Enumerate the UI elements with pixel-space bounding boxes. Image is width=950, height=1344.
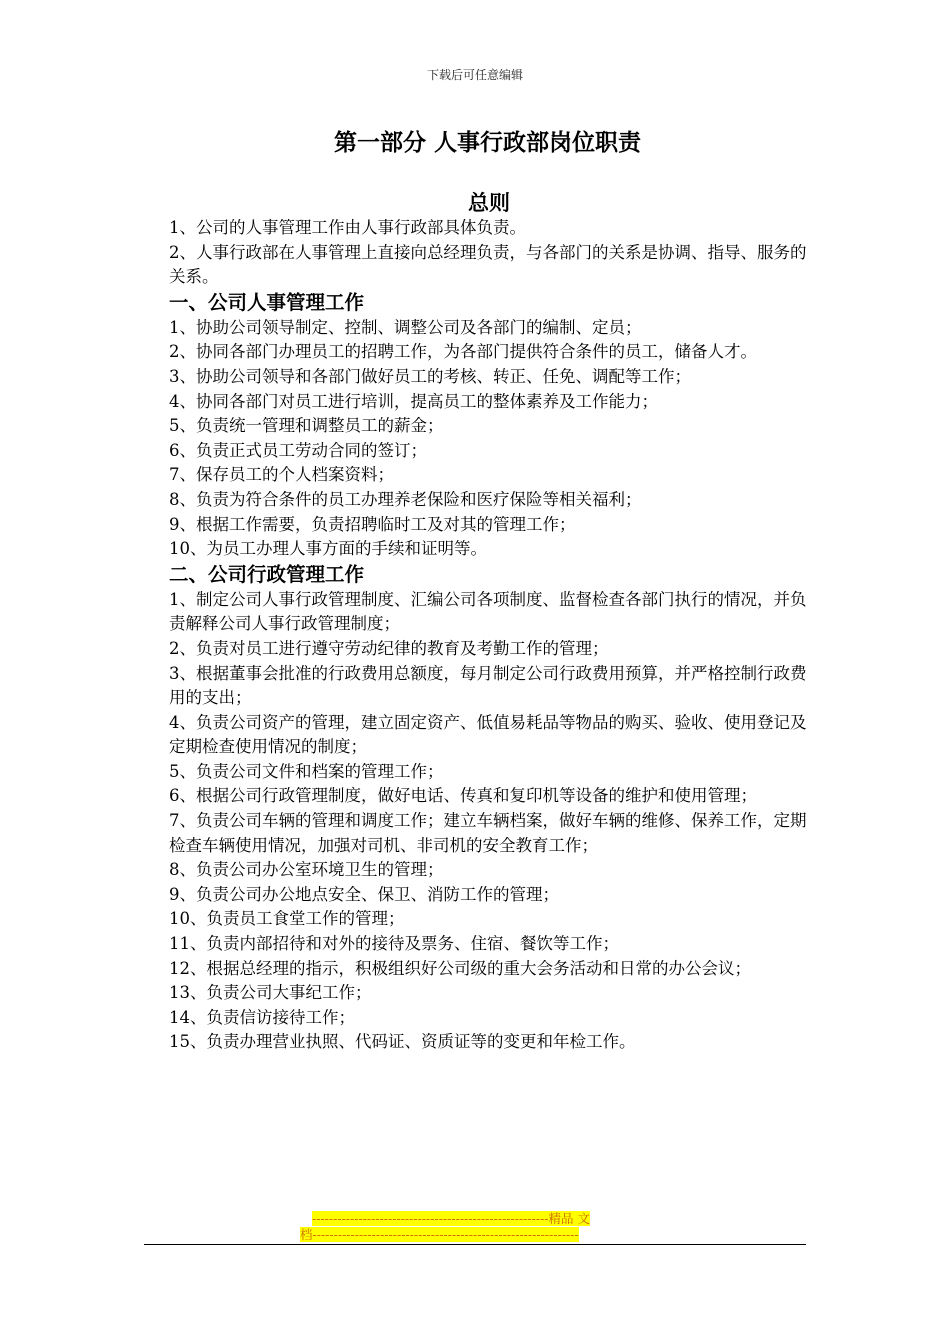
- section1-item: 8、负责为符合条件的员工办理养老保险和医疗保险等相关福利；: [169, 489, 642, 509]
- section2-item: 9、负责公司办公地点安全、保卫、消防工作的管理；: [169, 884, 559, 904]
- footer-line-1: --------------------------------------------------------精品 文: [312, 1211, 590, 1226]
- section2-item: 15、负责办理营业执照、代码证、资质证等的变更和年检工作。: [169, 1032, 636, 1052]
- section1-item: 10、为员工办理人事方面的手续和证明等。: [169, 539, 487, 559]
- section2-item: 3、根据董事会批准的行政费用总额度，每月制定公司行政费用预算，并严格控制行政费用的支出；: [169, 663, 807, 708]
- section1-item: 3、协助公司领导和各部门做好员工的考核、转正、任免、调配等工作；: [169, 366, 691, 386]
- section1-item: 5、负责统一管理和调整员工的薪金；: [169, 416, 444, 436]
- section2-item: 10、负责员工食堂工作的管理；: [169, 909, 405, 929]
- header-note: 下载后可任意编辑: [426, 68, 523, 82]
- section2-item: 8、负责公司办公室环境卫生的管理；: [169, 860, 444, 880]
- document-body: [169, 190, 809, 1055]
- section2-item: 2、负责对员工进行遵守劳动纪律的教育及考勤工作的管理；: [169, 638, 609, 658]
- section2-item: 13、负责公司大事纪工作；: [169, 983, 372, 1003]
- section2-item: 14、负责信访接待工作；: [169, 1007, 355, 1027]
- section1-item: 4、协同各部门对员工进行培训，提高员工的整体素养及工作能力；: [169, 391, 658, 411]
- section2-item: 6、根据公司行政管理制度，做好电话、传真和复印机等设备的维护和使用管理；: [169, 786, 757, 806]
- section1-item: 2、协同各部门办理员工的招聘工作，为各部门提供符合条件的员工，储备人才。: [169, 342, 757, 362]
- footer-watermark: [300, 1211, 650, 1243]
- section1-item: 1、协助公司领导制定、控制、调整公司及各部门的编制、定员；: [169, 317, 642, 337]
- section1-item: 7、保存员工的个人档案资料；: [169, 465, 394, 485]
- document-title: 第一部分 人事行政部岗位职责: [333, 130, 641, 156]
- section2-item: 1、制定公司人事行政管理制度、汇编公司各项制度、监督检查各部门执行的情况，并负责解释公司人事行政管理制度；: [169, 589, 807, 634]
- section2-heading: 二、公司行政管理工作: [169, 562, 365, 586]
- footer-line-2: 档---------------------------------------------------------------: [300, 1227, 579, 1242]
- general-item: 1、公司的人事管理工作由人事行政部具体负责。: [169, 218, 526, 237]
- section2-item: 12、根据总经理的指示，积极组织好公司级的重大会务活动和日常的办公会议；: [169, 958, 751, 978]
- general-heading: 总则: [468, 191, 510, 215]
- section2-item: 5、负责公司文件和档案的管理工作；: [169, 761, 444, 781]
- section1-item: 6、负责正式员工劳动合同的签订；: [169, 440, 427, 460]
- section2-item: 4、负责公司资产的管理，建立固定资产、低值易耗品等物品的购买、验收、使用登记及定期检查使用情况的制度；: [169, 712, 807, 757]
- general-item: 2、人事行政部在人事管理上直接向总经理负责，与各部门的关系是协调、指导、服务的关系。: [169, 242, 807, 287]
- section1-heading: 一、公司人事管理工作: [169, 290, 365, 314]
- section2-item: 7、负责公司车辆的管理和调度工作；建立车辆档案，做好车辆的维修、保养工作，定期检查车辆使用情况，加强对司机、非司机的安全教育工作；: [169, 811, 807, 855]
- footer-divider: [144, 1244, 806, 1245]
- section1-item: 9、根据工作需要，负责招聘临时工及对其的管理工作；: [169, 514, 576, 534]
- section2-item: 11、负责内部招待和对外的接待及票务、住宿、餐饮等工作；: [169, 934, 619, 954]
